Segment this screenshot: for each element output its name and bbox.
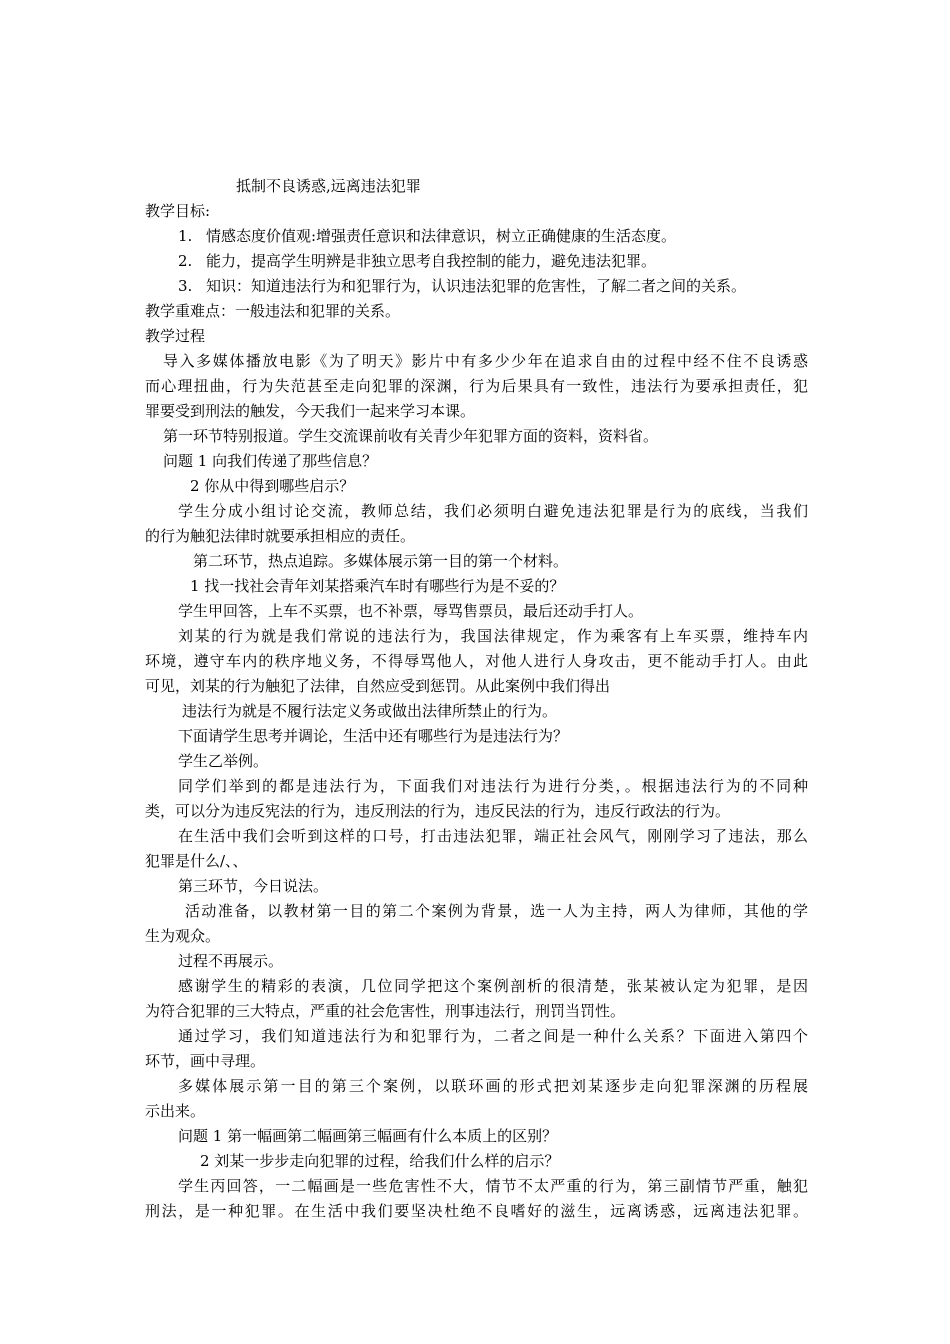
objective-item [178, 254, 656, 269]
body-line: 违法行为就是不履行法定义务或做出法律所禁止的行为。 [182, 702, 558, 720]
body-line: 刑法，是一种犯罪。在生活中我们要坚决杜绝不良嗜好的滋生，远离诱惑，远离违法犯罪。 [145, 1202, 808, 1220]
objectives-heading: 教学目标: [145, 202, 211, 220]
body-line: 第二环节，热点追踪。多媒体展示第一目的第一个材料。 [193, 552, 569, 570]
process-heading: 教学过程 [145, 327, 206, 345]
body-line: 学生甲回答，上车不买票，也不补票，辱骂售票员，最后还动手打人。 [178, 602, 644, 620]
body-line: 类，可以分为违反宪法的行为，违反刑法的行为，违反民法的行为，违反行政法的行为。 [145, 802, 731, 820]
body-line: 学生乙举例。 [178, 752, 269, 770]
body-line: 导入多媒体播放电影《为了明天》影片中有多少少年在追求自由的过程中经不住不良诱惑 [163, 352, 808, 370]
objective-number: 3. [178, 277, 193, 295]
objective-text: 能力，提高学生明辨是非独立思考自我控制的能力，避免违法犯罪。 [206, 252, 657, 270]
body-line: 过程不再展示。 [178, 952, 284, 970]
objective-item [178, 279, 746, 294]
body-line: 下面请学生思考并调论，生活中还有哪些行为是违法行为？ [178, 727, 569, 745]
body-line: 可见，刘某的行为触犯了法律，自然应受到惩罚。从此案例中我们得出 [145, 677, 611, 695]
body-line: 2 你从中得到哪些启示？ [190, 477, 355, 495]
body-line: 环节，画中寻理。 [145, 1052, 266, 1070]
body-line: 多媒体展示第一目的第三个案例，以联环画的形式把刘某逐步走向犯罪深渊的历程展 [178, 1077, 808, 1095]
body-line: 第三环节，今日说法。 [178, 877, 329, 895]
body-line: 学生丙回答，一二幅画是一些危害性不大，情节不太严重的行为，第三副情节严重，触犯 [178, 1177, 808, 1195]
objective-text: 情感态度价值观:增强责任意识和法律意识，树立正确健康的生活态度。 [206, 227, 677, 245]
body-line: 感谢学生的精彩的表演，几位同学把这个案例剖析的很清楚，张某被认定为犯罪，是因 [178, 977, 808, 995]
body-line: 示出来。 [145, 1102, 206, 1120]
body-line: 学生分成小组讨论交流，教师总结，我们必须明白避免违法犯罪是行为的底线，当我们 [178, 502, 808, 520]
body-line: 问题 1 向我们传递了那些信息？ [163, 452, 378, 470]
body-line: 2 刘某一步步走向犯罪的过程，给我们什么样的启示？ [200, 1152, 560, 1170]
body-line: 犯罪是什么/、、 [145, 852, 248, 870]
body-line: 罪要受到刑法的触发，今天我们一起来学习本课。 [145, 402, 476, 420]
objective-number: 2. [178, 252, 193, 270]
body-line: 活动准备，以教材第一目的第二个案例为背景，选一人为主持，两人为律师，其他的学 [185, 902, 808, 920]
objective-text: 知识：知道违法行为和犯罪行为，认识违法犯罪的危害性，了解二者之间的关系。 [206, 277, 747, 295]
body-line: 的行为触犯法律时就要承担相应的责任。 [145, 527, 416, 545]
body-line: 第一环节特别报道。学生交流课前收有关青少年犯罪方面的资料，资料省。 [163, 427, 659, 445]
key-point: 教学重难点：一般违法和犯罪的关系。 [145, 302, 401, 320]
body-line: 在生活中我们会听到这样的口号，打击违法犯罪，端正社会风气，刚刚学习了违法，那么 [178, 827, 808, 845]
body-line: 生为观众。 [145, 927, 221, 945]
body-line: 通过学习，我们知道违法行为和犯罪行为，二者之间是一种什么关系？下面进入第四个 [178, 1027, 808, 1045]
document-title: 抵制不良诱惑,远离违法犯罪 [236, 177, 421, 195]
body-line: 环境，遵守车内的秩序地义务，不得辱骂他人，对他人进行人身攻击，更不能动手打人。由此 [145, 652, 808, 670]
body-line: 刘某的行为就是我们常说的违法行为，我国法律规定，作为乘客有上车买票，维持车内 [178, 627, 808, 645]
body-line: 1 找一找社会青年刘某搭乘汽车时有哪些行为是不妥的？ [190, 577, 565, 595]
objective-item [178, 229, 676, 244]
body-line: 同学们举到的都是违法行为，下面我们对违法行为进行分类，。根据违法行为的不同种 [178, 777, 808, 795]
body-line: 问题 1 第一幅画第二幅画第三幅画有什么本质上的区别？ [178, 1127, 558, 1145]
body-line: 为符合犯罪的三大特点，严重的社会危害性，刑事违法行，刑罚当罚性。 [145, 1002, 626, 1020]
body-line: 而心理扭曲，行为失范甚至走向犯罪的深渊，行为后果具有一致性，违法行为要承担责任，犯 [145, 377, 808, 395]
objective-number: 1. [178, 227, 193, 245]
